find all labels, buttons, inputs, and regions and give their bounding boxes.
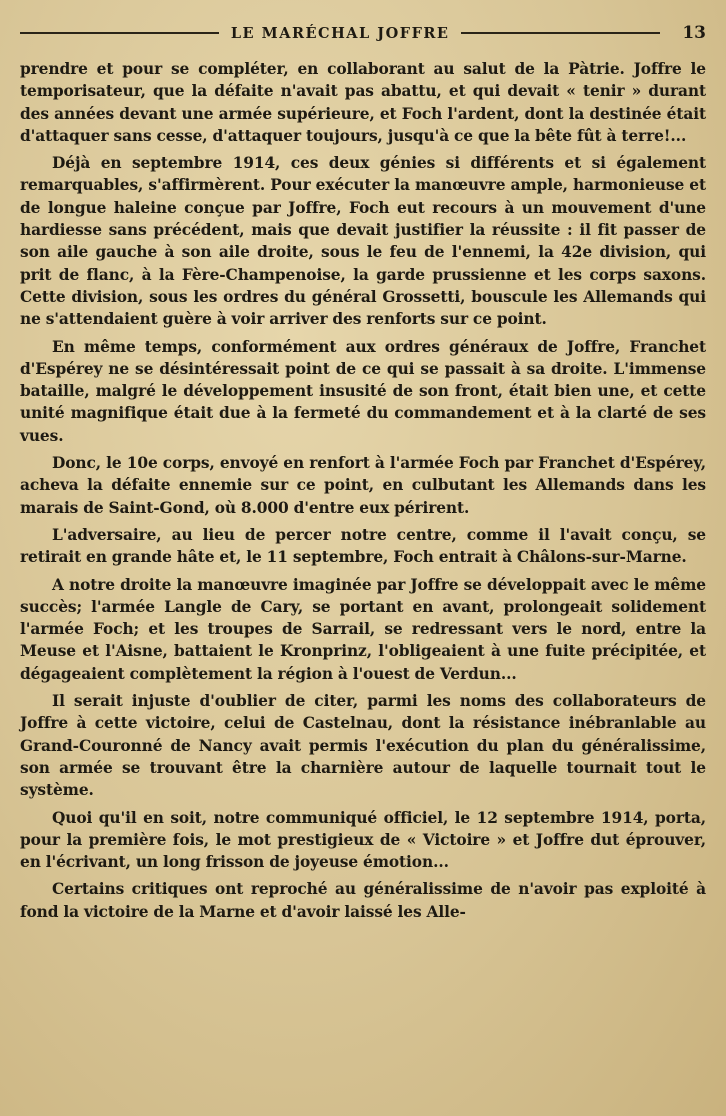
paragraph-8: Quoi qu'il en soit, notre communiqué officiel, le 12 septembre 1914, porta, pour la première fois, le mot prestigieux de « Victoire » et Joffre dut éprouver, en l'écrivant, un long frisson de joyeuse émotion... (20, 808, 706, 872)
body-text (20, 58, 706, 923)
running-head (20, 18, 706, 48)
paragraph-2: Déjà en septembre 1914, ces deux génies si différents et si également remarquables, s'affirmèrent. Pour exécuter la manœuvre ample, harmonieuse et de longue haleine conçue par Joffre, Foch eut recours à un mouvement d'une hardiesse sans précédent, mais que devait justifier la réussite : il fit passer de son aile gauche à son aile droite, sous le feu de l'ennemi, la 42e division, qui prit de flanc, à la Fère-Champenoise, la garde prussienne et les corps saxons. Cette division, sous les ordres du général Grossetti, bouscule les Allemands qui ne s'attendaient guère à voir arriver des renforts sur ce point. (20, 154, 706, 329)
paragraph-5: L'adversaire, au lieu de percer notre centre, comme il l'avait conçu, se retirait en grande hâte et, le 11 septembre, Foch entrait à Châlons-sur-Marne. (20, 525, 706, 567)
page-number: 13 (682, 23, 707, 43)
header-rule-right (461, 32, 660, 34)
running-title: LE MARÉCHAL JOFFRE (230, 24, 450, 42)
paragraph-9: Certains critiques ont reproché au généralissime de n'avoir pas exploité à fond la victoire de la Marne et d'avoir laissé les Alle- (20, 880, 706, 921)
paragraph-1: prendre et pour se compléter, en collaborant au salut de la Pàtrie. Joffre le temporisateur, que la défaite n'avait pas abattu, et qui devait « tenir » durant des années devant une armée supérieure, et Foch l'ardent, dont la destinée était d'attaquer sans cesse, d'attaquer toujours, jusqu'à ce que la bête fût à terre!... (20, 60, 706, 145)
paragraph-7: Il serait injuste d'oublier de citer, parmi les noms des collaborateurs de Joffre à cette victoire, celui de Castelnau, dont la résistance inébranlable au Grand-Couronné de Nancy avait permis l'exécution du plan du généralissime, son armée se trouvant être la charnière autour de laquelle tournait tout le système. (20, 692, 706, 800)
header-rule-left (20, 32, 219, 34)
paragraph-6: A notre droite la manœuvre imaginée par Joffre se développait avec le même succès; l'armée Langle de Cary, se portant en avant, prolongeait solidement l'armée Foch; et les troupes de Sarrail, se redressant vers le nord, entre la Meuse et l'Aisne, battaient le Kronprinz, l'obligeaient à une fuite précipitée, et dégageaient complètement la région à l'ouest de Verdun... (20, 575, 706, 683)
paragraph-4: Donc, le 10e corps, envoyé en renfort à l'armée Foch par Franchet d'Espérey, acheva la défaite ennemie sur ce point, en culbutant les Allemands dans les marais de Saint-Gond, où 8.000 d'entre eux périrent. (20, 454, 706, 517)
paragraph-3: En même temps, conformément aux ordres généraux de Joffre, Franchet d'Espérey ne se désintéressait point de ce qui se passait à sa droite. L'immense bataille, malgré le développement insusité de son front, était bien une, et cette unité magnifique était due à la fermeté du commandement et à la clarté de ses vues. (20, 337, 706, 445)
